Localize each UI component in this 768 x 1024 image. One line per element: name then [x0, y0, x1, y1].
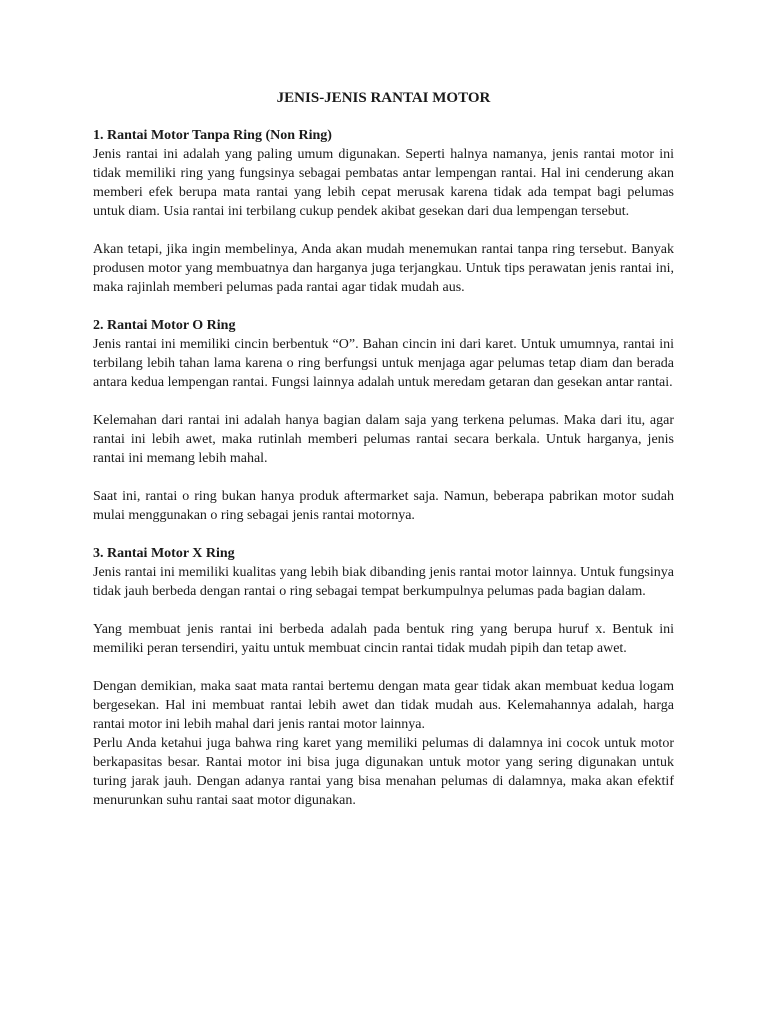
section-rantai-tanpa-ring — [93, 126, 674, 297]
document-title: JENIS-JENIS RANTAI MOTOR — [276, 90, 491, 106]
section-rantai-x-ring — [93, 544, 674, 810]
body-paragraph: Dengan demikian, maka saat mata rantai bertemu dengan mata gear tidak akan membuat kedua logam bergesekan. Hal ini membuat rantai lebih awet dan tidak mudah aus. Kelemahannya adalah, harga rantai motor ini lebih mahal dari jenis rantai motor lainnya. — [93, 679, 674, 732]
body-paragraph: Jenis rantai ini memiliki kualitas yang lebih biak dibanding jenis rantai motor lainnya. Untuk fungsinya tidak jauh berbeda dengan rantai o ring sebagai tempat berkumpulnya pelumas pada bagian dalam. — [93, 565, 674, 599]
body-paragraph: Jenis rantai ini memiliki cincin berbentuk “O”. Bahan cincin ini dari karet. Untuk umumnya, rantai ini terbilang lebih tahan lama karena o ring berfungsi untuk menjaga agar pelumas tetap diam dan berada antara kedua lempengan rantai. Fungsi lainnya adalah untuk meredam getaran dan gesekan antar rantai. — [93, 337, 674, 390]
body-paragraph: Yang membuat jenis rantai ini berbeda adalah pada bentuk ring yang berupa huruf x. Bentuk ini memiliki peran tersendiri, yaitu untuk membuat cincin rantai tidak mudah pipih dan tetap awet. — [93, 622, 674, 656]
body-paragraph: Kelemahan dari rantai ini adalah hanya bagian dalam saja yang terkena pelumas. Maka dari itu, agar rantai ini lebih awet, maka rutinlah memberi pelumas rantai secara berkala. Untuk harganya, jenis rantai ini memang lebih mahal. — [93, 413, 674, 466]
section-heading: 2. Rantai Motor O Ring — [93, 318, 236, 333]
body-paragraph: Jenis rantai ini adalah yang paling umum digunakan. Seperti halnya namanya, jenis rantai motor ini tidak memiliki ring yang fungsinya sebagai pembatas antar lempengan rantai. Hal ini cenderung akan memberi efek berupa mata rantai yang lebih cepat merusak karena tidak ada tempat bagi pelumas untuk diam. Usia rantai ini terbilang cukup pendek akibat gesekan dari dua lempengan tersebut. — [93, 147, 674, 219]
document-page — [93, 88, 674, 810]
body-paragraph: Akan tetapi, jika ingin membelinya, Anda akan mudah menemukan rantai tanpa ring tersebut. Banyak produsen motor yang membuatnya dan harganya juga terjangkau. Untuk tips perawatan jenis rantai ini, maka rajinlah memberi pelumas pada rantai agar tidak mudah aus. — [93, 242, 674, 295]
section-rantai-o-ring — [93, 316, 674, 525]
section-heading: 1. Rantai Motor Tanpa Ring (Non Ring) — [93, 128, 332, 143]
body-paragraph: Perlu Anda ketahui juga bahwa ring karet yang memiliki pelumas di dalamnya ini cocok untuk motor berkapasitas besar. Rantai motor ini bisa juga digunakan untuk motor yang sering digunakan untuk turing jarak jauh. Dengan adanya rantai yang bisa menahan pelumas di dalamnya, maka akan efektif menurunkan suhu rantai saat motor digunakan. — [93, 736, 674, 808]
section-heading: 3. Rantai Motor X Ring — [93, 546, 235, 561]
body-paragraph: Saat ini, rantai o ring bukan hanya produk aftermarket saja. Namun, beberapa pabrikan motor sudah mulai menggunakan o ring sebagai jenis rantai motornya. — [93, 489, 674, 523]
